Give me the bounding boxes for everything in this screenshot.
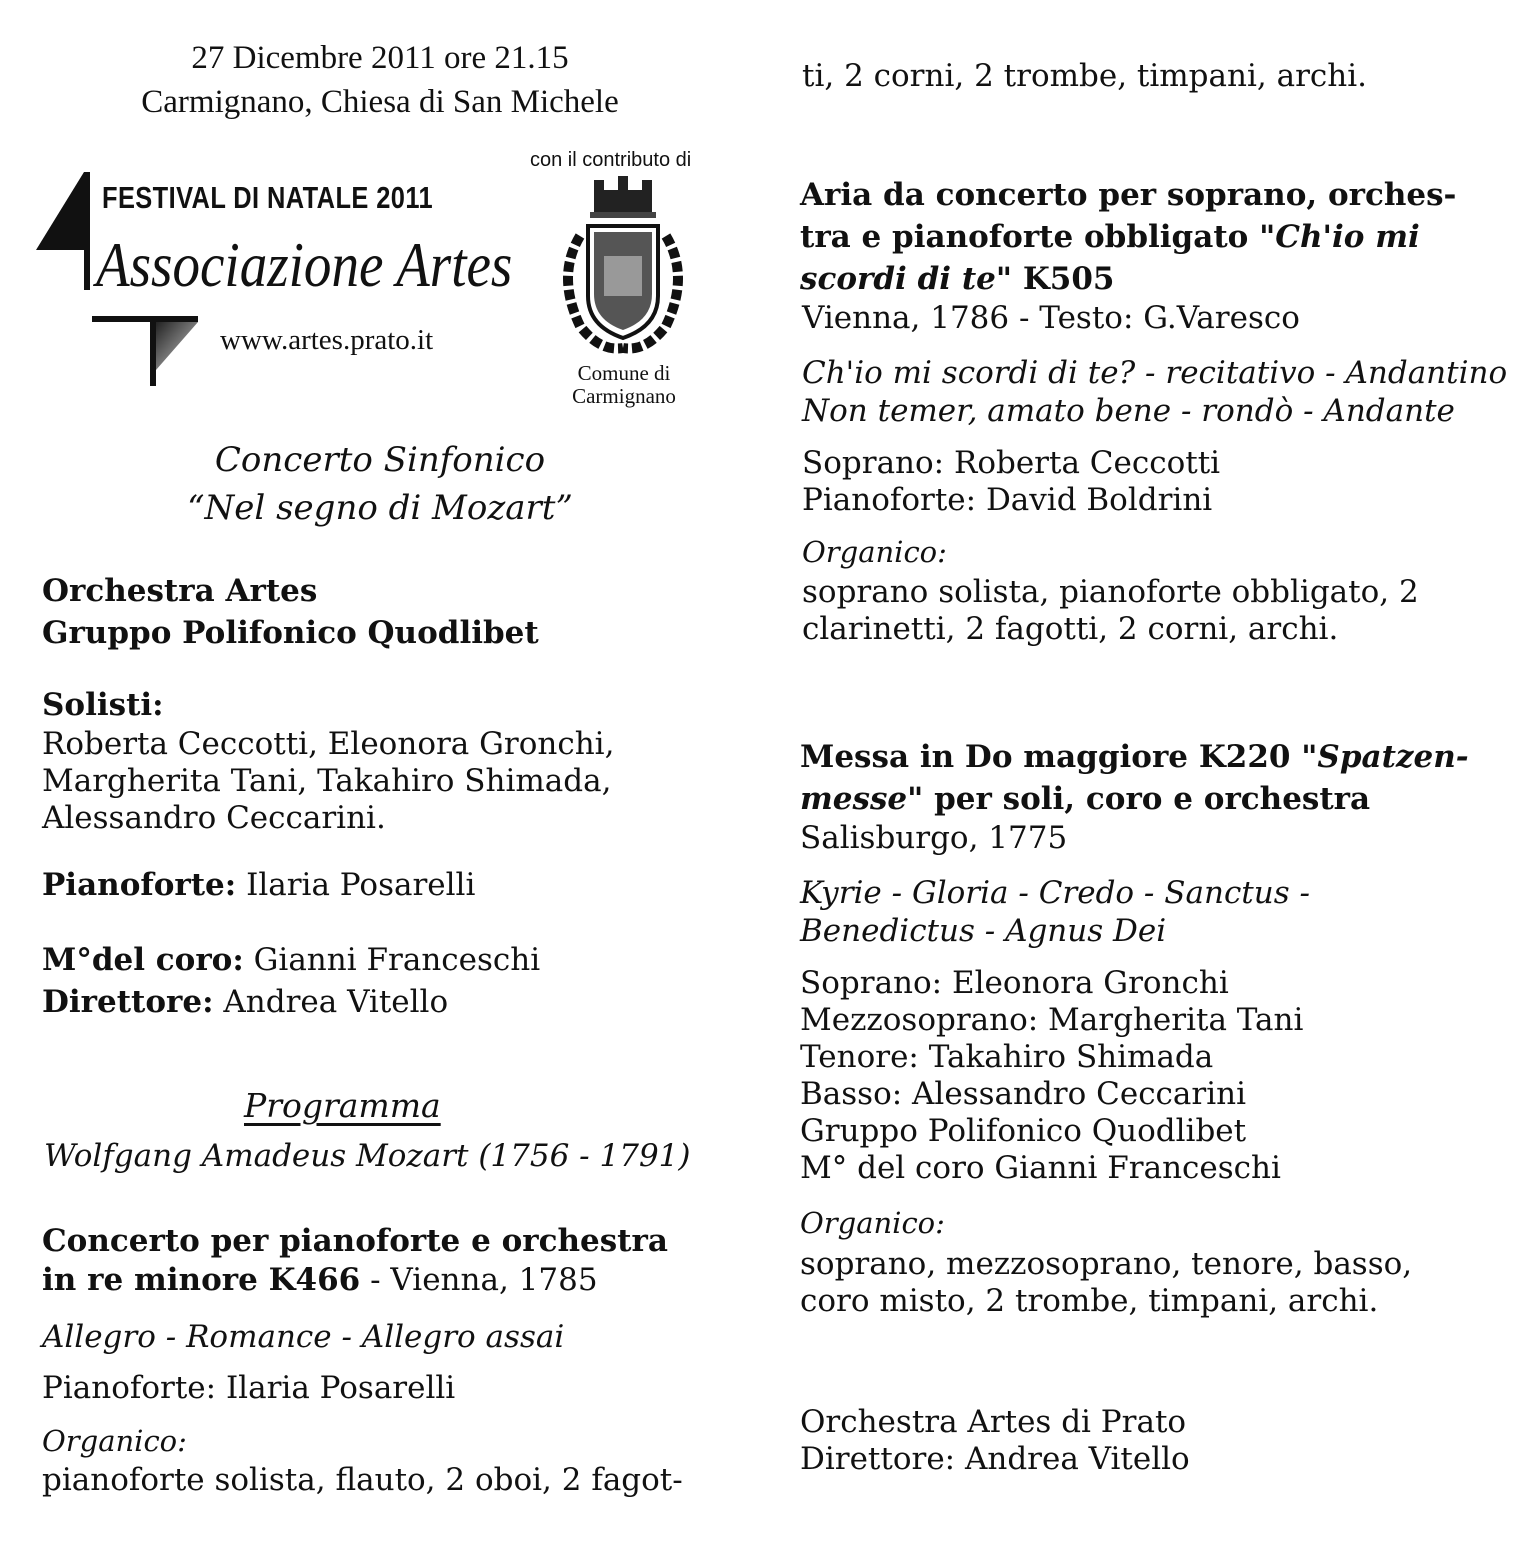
work1-movements: Allegro - Romance - Allegro assai (42, 1319, 565, 1355)
work3-performers (800, 965, 1303, 1187)
work2-movements: Ch'io mi scordi di te? - recitativo - Andantino Non temer, amato bene - rondò - Andante (802, 355, 1508, 429)
work2-organico-label: Organico: (802, 535, 947, 569)
performer-line: Soprano: Eleonora Gronchi (800, 965, 1229, 1001)
performer-line: Tenore: Takahiro Shimada (800, 1039, 1214, 1075)
work1-performer: Pianoforte: Ilaria Posarelli (42, 1370, 456, 1406)
work1-organico-line: ti, 2 corni, 2 trombe, timpani, archi. (802, 58, 1367, 94)
performer-line: M° del coro Gianni Franceschi (800, 1150, 1281, 1186)
soloists-line: Alessandro Ceccarini. (42, 800, 386, 836)
event-venue: Carmignano, Chiesa di San Michele (141, 84, 619, 120)
ensemble-name: Gruppo Polifonico Quodlibet (42, 615, 539, 651)
work1-organico-line: pianoforte solista, flauto, 2 oboi, 2 fagot- (42, 1462, 683, 1498)
event-date: 27 Dicembre 2011 ore 21.15 (191, 40, 569, 76)
choir-master-credit: M°del coro: Gianni Franceschi (42, 942, 541, 978)
ensemble-name: Orchestra Artes (42, 573, 318, 609)
footer-credits: Orchestra Artes di Prato Direttore: Andrea Vitello (800, 1404, 1190, 1477)
festival-title: FESTIVAL DI NATALE 2011 (102, 180, 434, 215)
performer-line: Basso: Alessandro Ceccarini (800, 1076, 1247, 1112)
work2-title: Aria da concerto per soprano, orches- tra e pianoforte obbligato "Ch'io mi scordi di te" K505 (800, 177, 1457, 297)
sponsor-contrib-label: con il contributo di (530, 149, 692, 171)
soloists-line: Margherita Tani, Takahiro Shimada, (42, 763, 612, 799)
association-name: Associazione Artes (96, 229, 513, 300)
work3-organico-label: Organico: (800, 1206, 945, 1240)
performer-line: Mezzosoprano: Margherita Tani (800, 1002, 1304, 1038)
soloists-label: Solisti: (42, 687, 164, 723)
sponsor-name: Comune di Carmignano (572, 361, 676, 408)
performer-line: Gruppo Polifonico Quodlibet (800, 1113, 1247, 1149)
composer-line: Wolfgang Amadeus Mozart (1756 - 1791) (44, 1138, 691, 1174)
pianist-credit: Pianoforte: Ilaria Posarelli (42, 867, 476, 903)
work3-title: Messa in Do maggiore K220 "Spatzen- messe" per soli, coro e orchestra (800, 739, 1469, 817)
concert-subtitle: “Nel segno di Mozart” (187, 488, 573, 528)
work1-organico-label: Organico: (42, 1424, 187, 1458)
artes-logo (34, 170, 514, 390)
work2-performers: Soprano: Roberta Ceccotti Pianoforte: David Boldrini (802, 445, 1221, 518)
soloists-line: Roberta Ceccotti, Eleonora Gronchi, (42, 726, 615, 762)
work1-title: Concerto per pianoforte e orchestra in re minore K466 - Vienna, 1785 (42, 1223, 668, 1298)
association-url[interactable]: www.artes.prato.it (220, 324, 434, 356)
ensemble-list (42, 570, 539, 654)
comune-crest-icon (550, 176, 696, 362)
work3-organico: soprano, mezzosoprano, tenore, basso, coro misto, 2 trombe, timpani, archi. (800, 1246, 1413, 1319)
soloists-block (42, 684, 614, 837)
programme-heading: Programma (244, 1086, 441, 1125)
work3-movements: Kyrie - Gloria - Credo - Sanctus - Benedictus - Agnus Dei (800, 875, 1310, 949)
concert-title: Concerto Sinfonico (214, 440, 546, 480)
director-credit: Direttore: Andrea Vitello (42, 984, 449, 1020)
work2-place: Vienna, 1786 - Testo: G.Varesco (802, 300, 1300, 336)
work3-place: Salisburgo, 1775 (800, 820, 1068, 856)
work2-organico: soprano solista, pianoforte obbligato, 2 clarinetti, 2 fagotti, 2 corni, archi. (802, 574, 1419, 647)
